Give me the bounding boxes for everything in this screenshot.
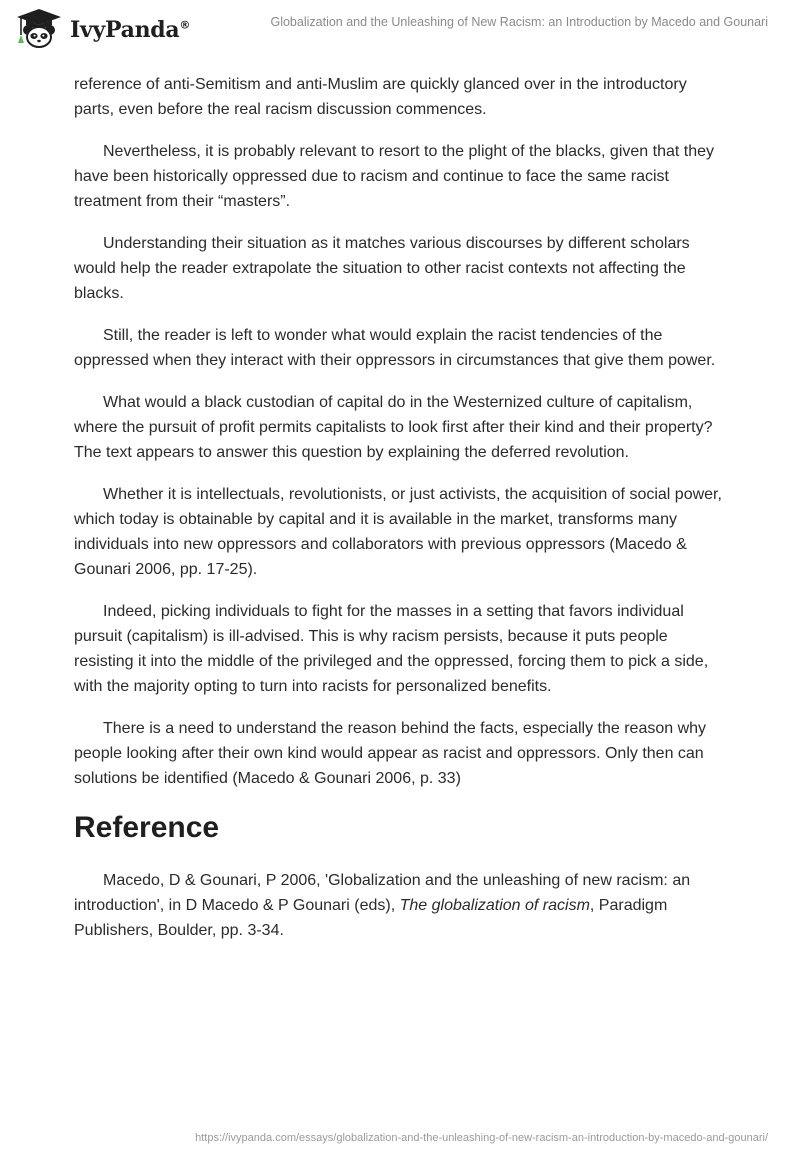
paragraph: What would a black custodian of capital do in the Westernized culture of capitalism, where the pursuit of profit permits capitalists to look first after their kind and their property? The text appears to answer this question by explaining the deferred revolution.: [74, 394, 713, 461]
reference-book-title: The globalization of racism: [399, 897, 590, 914]
paragraph: There is a need to understand the reason behind the facts, especially the reason why people looking after their own kind would appear as racist and oppressors. Only then can solutions be identified (Macedo & Gounari 2006, p. 33): [74, 720, 707, 787]
source-url[interactable]: https://ivypanda.com/essays/globalization-and-the-unleashing-of-new-racism-an-introduction-by-macedo-and-gounari/: [195, 1132, 768, 1144]
paragraph: Understanding their situation as it matches various discourses by different scholars would help the reader extrapolate the situation to other racist contexts not affecting the blacks.: [74, 235, 690, 302]
paragraph: reference of anti-Semitism and anti-Muslim are quickly glanced over in the introductory parts, even before the real racism discussion commences.: [74, 76, 687, 118]
reference-entry: [74, 868, 724, 943]
page-header: [0, 0, 800, 60]
paragraph: Whether it is intellectuals, revolutionists, or just activists, the acquisition of social power, which today is obtainable by capital and it is available in the market, transforms many individuals into new oppressors and collaborators with previous oppressors (Macedo & Gounari 2006, pp. 17-25).: [74, 486, 722, 578]
paragraph: Indeed, picking individuals to fight for the masses in a setting that favors individual pursuit (capitalism) is ill-advised. This is why racism persists, because it puts people resisting it into the middle of the privileged and the oppressed, forcing them to pick a side, with the majority opting to turn into racists for personalized benefits.: [74, 603, 709, 695]
logo-text: [70, 17, 190, 43]
registered-mark: ®: [179, 18, 191, 32]
logo-wordmark: IvyPanda: [70, 17, 180, 43]
panda-graduate-icon: [14, 8, 64, 50]
essay-content: [74, 72, 724, 960]
document-title: Globalization and the Unleashing of New Racism: an Introduction by Macedo and Gounari: [270, 15, 768, 29]
reference-heading: Reference: [74, 811, 220, 844]
paragraph: Nevertheless, it is probably relevant to resort to the plight of the blacks, given that they have been historically oppressed due to racism and continue to face the same racist treatment from their “masters”.: [74, 143, 714, 210]
reference-text-before: Macedo, D & Gounari, P 2006, 'Globalization and the unleashing of new racism: an introduction', in D Macedo & P Gounari (eds),: [74, 872, 691, 914]
ivypanda-logo[interactable]: [14, 8, 190, 50]
paragraph: Still, the reader is left to wonder what would explain the racist tendencies of the oppressed when they interact with their oppressors in circumstances that give them power.: [74, 327, 716, 369]
reference-text-after: , Paradigm Publishers, Boulder, pp. 3-34.: [74, 897, 668, 939]
